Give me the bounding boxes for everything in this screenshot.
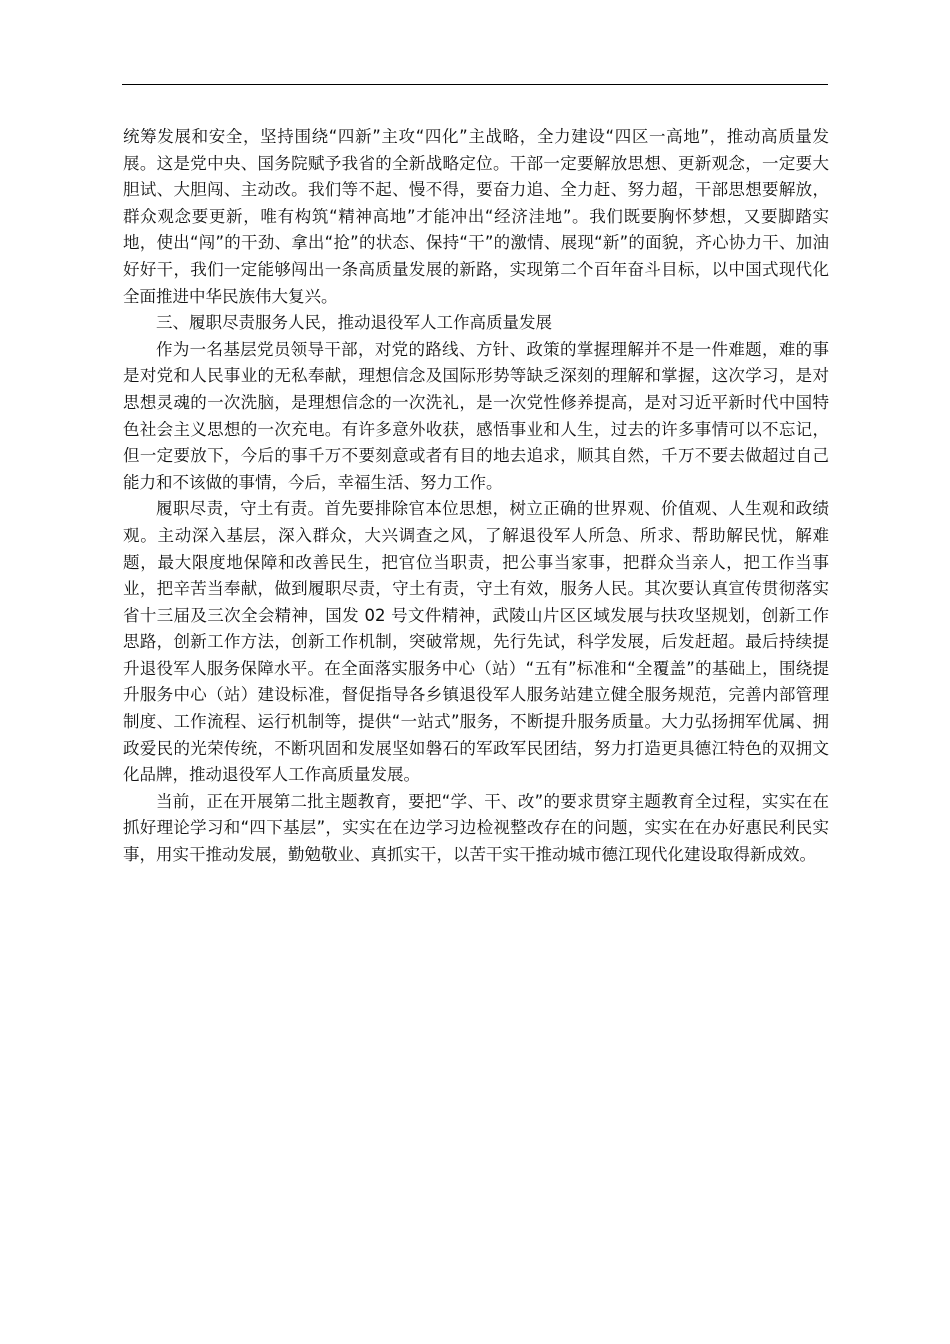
paragraph: 当前，正在开展第二批主题教育，要把“学、干、改”的要求贯穿主题教育全过程，实实在在抓好理论学习和“四下基层”，实实在在边学习边检视整改存在的问题，实实在在办好惠民利民实事，用实干推动发展，勤勉敬业、真抓实干，以苦干实干推动城市德江现代化建设取得新成效。 — [123, 791, 829, 865]
paragraph: 作为一名基层党员领导干部，对党的路线、方针、政策的掌握理解并不是一件难题，难的事是对党和人民事业的无私奉献，理想信念及国际形势等缺乏深刻的理解和掌握，这次学习，是对思想灵魂的一次洗脑，是理想信念的一次洗礼，是一次党性修养提高，是对习近平新时代中国特色社会主义思想的一次充电。有许多意外收获，感悟事业和人生，过去的许多事情可以不忘记，但一定要放下，今后的事千万不要刻意或者有目的地去追求，顺其自然，千万不要去做超过自己能力和不该做的事情，今后，幸福生活、努力工作。 — [123, 339, 829, 492]
paragraph-continuation: 统筹发展和安全，坚持围绕“四新”主攻“四化”主战略，全力建设“四区一高地”，推动高质量发展。这是党中央、国务院赋予我省的全新战略定位。干部一定要解放思想、更新观念，一定要大胆试、大胆闯、主动改。我们等不起、慢不得，要奋力追、全力赶、努力超，干部思想要解放，群众观念要更新，唯有构筑“精神高地”才能冲出“经济洼地”。我们既要胸怀梦想，又要脚踏实地，使出“闯”的干劲、拿出“抢”的状态、保持“干”的激情、展现“新”的面貌，齐心协力干、加油好好干，我们一定能够闯出一条高质量发展的新路，实现第二个百年奋斗目标，以中国式现代化全面推进中华民族伟大复兴。 — [123, 127, 829, 306]
paragraph: 履职尽责，守土有责。首先要排除官本位思想，树立正确的世界观、价值观、人生观和政绩观。主动深入基层，深入群众，大兴调查之风，了解退役军人所急、所求、帮助解民忧，解难题，最大限度地保障和改善民生，把官位当职责，把公事当家事，把群众当亲人，把工作当事业，把辛苦当奉献，做到履职尽责，守土有责，守土有效，服务人民。其次要认真宣传贯彻落实省十三届及三次全会精神，国发 02 号文件精神，武陵山片区区域发展与扶攻坚规划，创新工作思路，创新工作方法，创新工作机制，突破常规，先行先试，科学发展，后发赶超。最后持续提升退役军人服务保障水平。在全面落实服务中心（站）“五有”标准和“全覆盖”的基础上，围绕提升服务中心（站）建设标准，督促指导各乡镇退役军人服务站建立健全服务规范，完善内部管理制度、工作流程、运行机制等，提供“一站式”服务，不断提升服务质量。大力弘扬拥军优属、拥政爱民的光荣传统，不断巩固和发展坚如磐石的军政军民团结，努力打造更具德江特色的双拥文化品牌，推动退役军人工作高质量发展。 — [123, 499, 829, 785]
header-rule — [122, 84, 828, 85]
document-body — [123, 124, 829, 869]
section-heading: 三、履职尽责服务人民，推动退役军人工作高质量发展 — [156, 313, 552, 333]
